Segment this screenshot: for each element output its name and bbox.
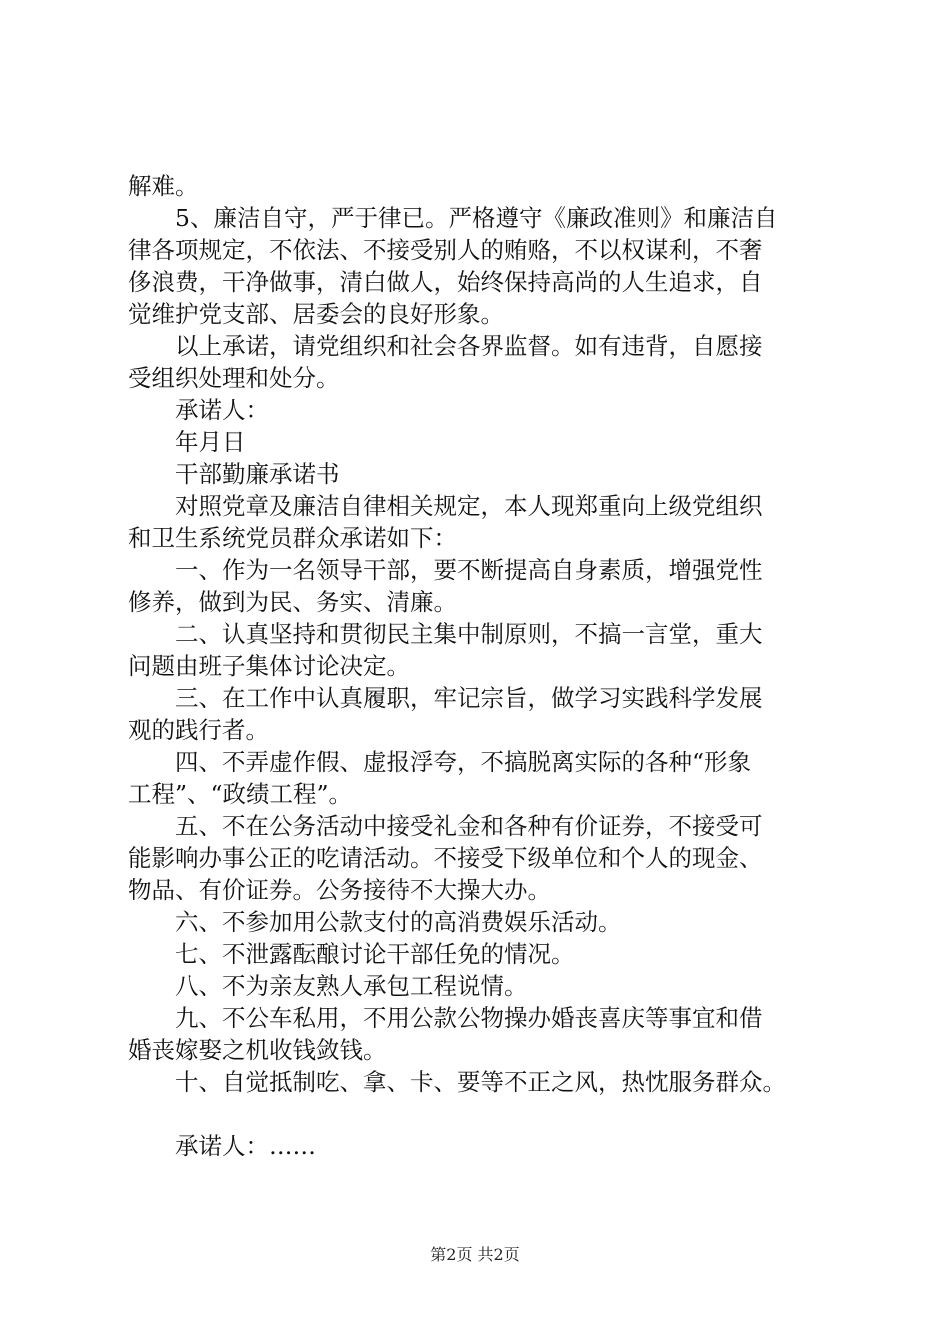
- text-line: 六、不参加用公款支付的高消费娱乐活动。: [175, 908, 622, 936]
- text-line: 三、在工作中认真履职，牢记宗旨，做学习实践科学发展: [175, 684, 763, 712]
- page-footer: 第2页 共2页: [430, 1245, 520, 1264]
- text-line: 工程”、“政绩工程”。: [128, 780, 353, 808]
- blank-line: [128, 1098, 840, 1130]
- text-line: 物品、有价证券。公务接待不大操大办。: [128, 876, 551, 904]
- text-line: 干部勤廉承诺书: [175, 460, 340, 488]
- text-line: 年月日: [175, 428, 246, 456]
- text-line: 5、廉洁自守，严于律已。严格遵守《廉政准则》和廉洁自: [175, 204, 778, 232]
- text-line: 一、作为一名领导干部，要不断提高自身素质，增强党性: [175, 556, 763, 584]
- signature-line: 承诺人：……: [175, 1132, 316, 1160]
- document-body: [128, 170, 840, 1162]
- text-line: 受组织处理和处分。: [128, 364, 340, 392]
- text-line: 观的践行者。: [128, 716, 269, 744]
- text-line: 五、不在公务活动中接受礼金和各种有价证券，不接受可: [175, 812, 763, 840]
- text-line: 觉维护党支部、居委会的良好形象。: [128, 300, 504, 328]
- text-line: 二、认真坚持和贯彻民主集中制原则，不搞一言堂，重大: [175, 620, 763, 648]
- text-line: 七、不泄露酝酿讨论干部任免的情况。: [175, 940, 575, 968]
- text-line: 问题由班子集体讨论决定。: [128, 652, 410, 680]
- text-line: 侈浪费，干净做事，清白做人，始终保持高尚的人生追求，自: [128, 268, 763, 296]
- text-line: 以上承诺，请党组织和社会各界监督。如有违背，自愿接: [175, 332, 763, 360]
- text-line: 能影响办事公正的吃请活动。不接受下级单位和个人的现金、: [128, 844, 763, 872]
- text-line: 婚丧嫁娶之机收钱敛钱。: [128, 1036, 387, 1064]
- text-line: 承诺人：: [175, 396, 269, 424]
- text-line: 解难。: [128, 172, 199, 200]
- text-line: 律各项规定，不依法、不接受别人的贿赂，不以权谋利，不奢: [128, 236, 763, 264]
- text-line: 对照党章及廉洁自律相关规定，本人现郑重向上级党组织: [175, 492, 763, 520]
- text-line: 和卫生系统党员群众承诺如下：: [128, 524, 457, 552]
- text-line: 八、不为亲友熟人承包工程说情。: [175, 972, 528, 1000]
- text-line: 十、自觉抵制吃、拿、卡、要等不正之风，热忱服务群众。: [175, 1068, 786, 1096]
- text-line: 九、不公车私用，不用公款公物操办婚丧喜庆等事宜和借: [175, 1004, 763, 1032]
- text-line: 四、不弄虚作假、虚报浮夸，不搞脱离实际的各种“形象: [175, 748, 752, 776]
- text-line: 修养，做到为民、务实、清廉。: [128, 588, 457, 616]
